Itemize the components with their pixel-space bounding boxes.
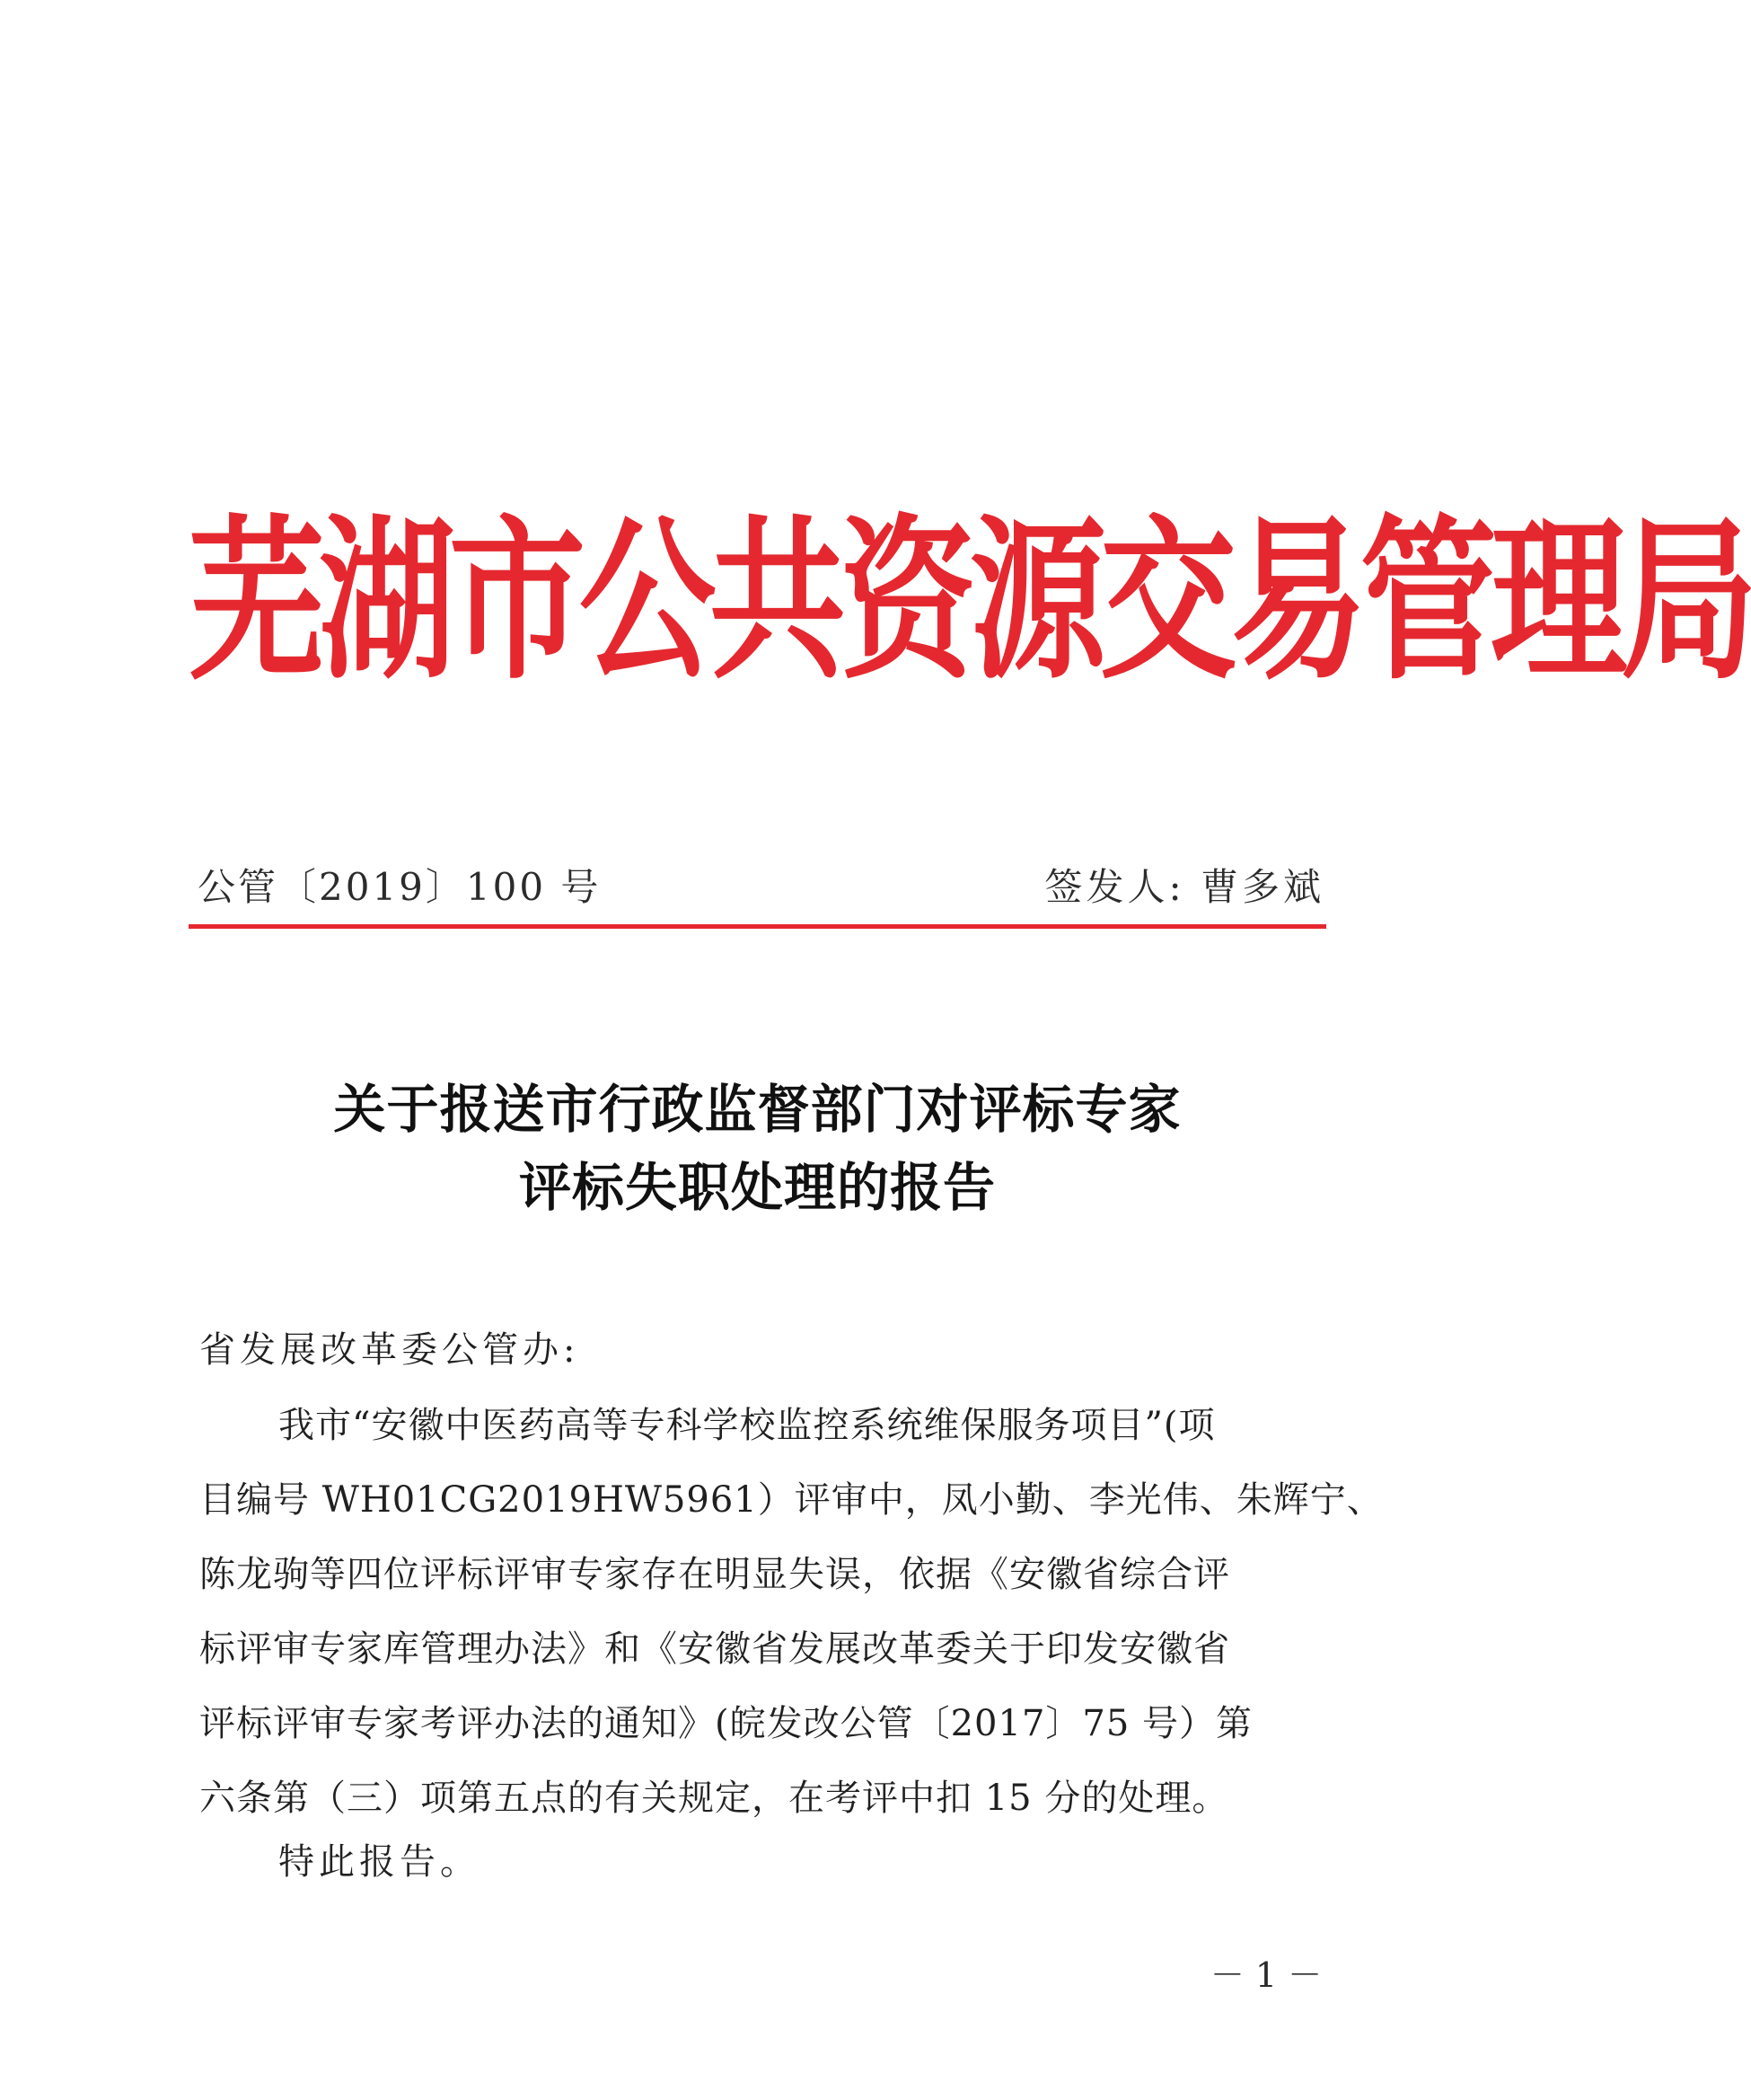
body-line-5: 评标评审专家考评办法的通知》(皖发改公管〔2017〕75 号）第 <box>199 1703 1254 1744</box>
body-line-6: 六条第（三）项第五点的有关规定，在考评中扣 15 分的处理。 <box>199 1778 1229 1819</box>
page-number: － 1 － <box>1210 1955 1323 1995</box>
report-title <box>189 1071 1326 1227</box>
document-number: 公管〔2019〕100 号 <box>198 865 602 909</box>
closing-remark: 特此报告。 <box>278 1841 480 1883</box>
report-title-line-2: 评标失职处理的报告 <box>518 1157 996 1218</box>
body-line-4: 标评审专家库管理办法》和《安徽省发展改革委关于印发安徽省 <box>199 1628 1230 1670</box>
report-title-line-1: 关于报送市行政监督部门对评标专家 <box>333 1079 1182 1140</box>
signer: 签发人: 曹多斌 <box>1044 865 1324 909</box>
report-body <box>199 1389 1384 1836</box>
salutation: 省发展改革委公管办: <box>199 1329 580 1371</box>
document-meta-row <box>198 860 1324 914</box>
body-line-3: 陈龙驹等四位评标评审专家存在明显失误，依据《安徽省综合评 <box>199 1554 1230 1595</box>
red-header-rule <box>189 924 1326 929</box>
body-line-2: 目编号 WH01CG2019HW5961）评审中，凤小勤、李光伟、朱辉宁、 <box>199 1479 1384 1521</box>
body-line-1: 我市“安徽中医药高等专科学校监控系统维保服务项目”(项 <box>278 1405 1216 1446</box>
issuing-authority-masthead: 芜湖市公共资源交易管理局 <box>189 499 1751 703</box>
